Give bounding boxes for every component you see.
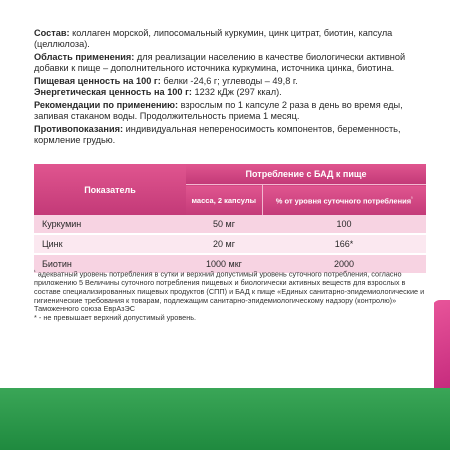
footnote-2: * - не превышает верхний допустимый уровень. bbox=[34, 312, 197, 322]
energy-label: Энергетическая ценность на 100 г: bbox=[34, 87, 192, 97]
row-percent: 2000 bbox=[262, 254, 426, 273]
application-text: для реализации населению в качестве биологически активной добавки к пище – дополнительного источника куркумина, источника цинка, биотина. bbox=[34, 52, 406, 73]
header-indicator: Показатель bbox=[34, 164, 186, 215]
row-name: Цинк bbox=[34, 234, 186, 254]
contraindications-section bbox=[34, 124, 424, 146]
table-row bbox=[34, 234, 426, 254]
decorative-pink-strip bbox=[432, 300, 450, 400]
nutrition-text: белки -24,6 г; углеводы – 49,8 г. bbox=[163, 76, 298, 86]
recommendations-label: Рекомендации по применению: bbox=[34, 100, 179, 110]
table-row bbox=[34, 215, 426, 234]
header-percent bbox=[262, 185, 426, 216]
row-percent: 100 bbox=[262, 215, 426, 234]
footnote-1 bbox=[34, 268, 426, 314]
application-section bbox=[34, 52, 424, 74]
row-mass: 20 мг bbox=[186, 234, 262, 254]
application-label: Область применения: bbox=[34, 52, 135, 62]
row-name: Биотин bbox=[34, 254, 186, 273]
header-mass: масса, 2 капсулы bbox=[186, 185, 262, 216]
nutrition-label: Пищевая ценность на 100 г: bbox=[34, 76, 161, 86]
energy-text: 1232 кДж (297 ккал). bbox=[194, 87, 282, 97]
header-percent-mark: ¹ bbox=[411, 195, 413, 202]
footnotes bbox=[34, 268, 426, 323]
recommendations-text: взрослым по 1 капсуле 2 раза в день во время еды, запивая стаканом воды. Продолжительность приема 1 месяц. bbox=[34, 100, 403, 121]
row-mass: 50 мг bbox=[186, 215, 262, 234]
composition-section bbox=[34, 28, 424, 50]
row-name: Куркумин bbox=[34, 215, 186, 234]
decorative-green-band bbox=[0, 388, 450, 450]
header-percent-text: % от уровня суточного потребления bbox=[275, 196, 412, 206]
header-consumption: Потребление с БАД к пище bbox=[186, 164, 426, 185]
product-info-text bbox=[34, 28, 424, 148]
intake-table bbox=[34, 164, 426, 273]
row-mass: 1000 мкг bbox=[186, 254, 262, 273]
footnote-1-text: адекватный уровень потребления в сутки и верхний допустимый уровень суточного потребления, согласно приложению 5 Величины суточного потребления пищевых и биологически активных веществ для взрослых в составе специализированных пищевых продуктов (СПП) и БАД к пище «Единых санитарно-эпидемиологические и гигиенические требования к товарам, подлежащим санитарно-эпидемиологическому надзору (контролю)» Таможенного союза ЕврАзЭС bbox=[34, 269, 425, 314]
recommendations-section bbox=[34, 100, 424, 122]
composition-text: коллаген морской, липосомальный куркумин, цинк цитрат, биотин, капсула (целлюлоза). bbox=[34, 28, 393, 49]
composition-label: Состав: bbox=[34, 28, 70, 38]
row-percent: 166* bbox=[262, 234, 426, 254]
contraindications-label: Противопоказания: bbox=[34, 124, 124, 134]
contraindications-text: индивидуальная непереносимость компонентов, беременность, кормление грудью. bbox=[34, 124, 401, 145]
footnote-1-mark: ¹ bbox=[34, 269, 36, 275]
nutrition-section bbox=[34, 76, 424, 98]
